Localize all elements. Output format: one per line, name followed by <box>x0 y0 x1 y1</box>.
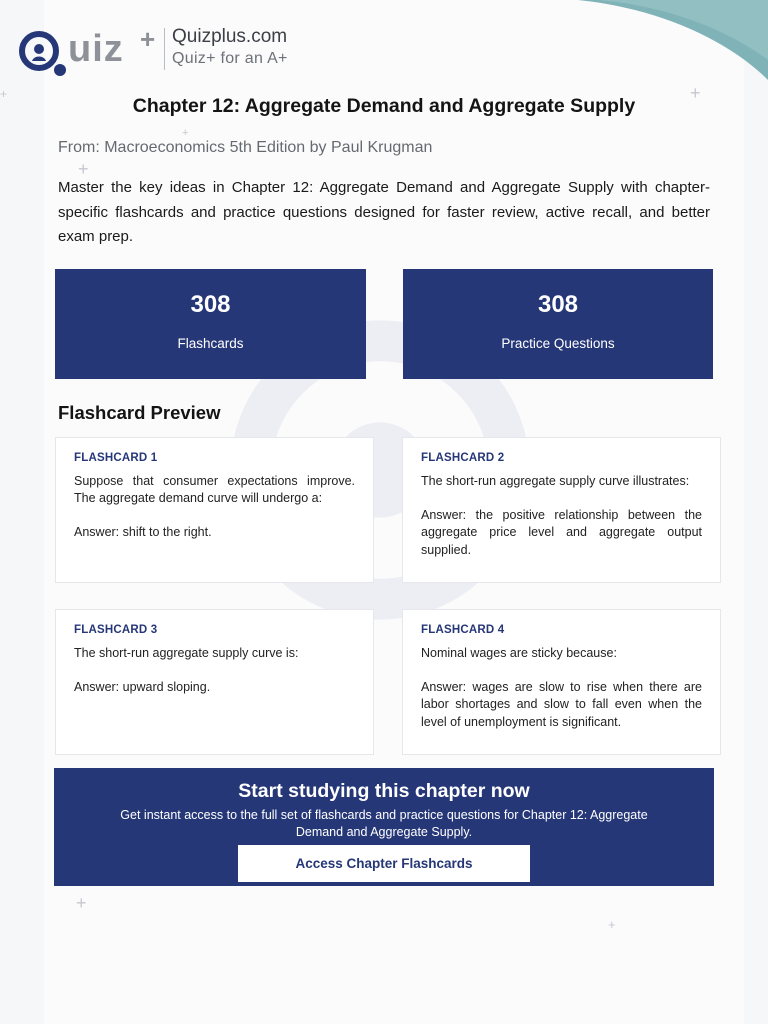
plus-decoration-icon: + <box>78 159 89 179</box>
plus-decoration-icon: + <box>608 917 616 932</box>
cta-heading: Start studying this chapter now <box>238 780 530 802</box>
intro-paragraph: Master the key ideas in Chapter 12: Aggregate Demand and Aggregate Supply with chapter-specific flashcards and practice questions designed for faster review, active recall, and better exam prep. <box>58 179 710 245</box>
flashcard-question: Suppose that consumer expectations improve. The aggregate demand curve will undergo a: <box>74 474 355 506</box>
flashcard-4 <box>402 609 721 755</box>
stat-label: Flashcards <box>177 336 244 351</box>
section-title-preview: Flashcard Preview <box>58 402 221 423</box>
flashcard-answer: Answer: shift to the right. <box>74 525 212 540</box>
flashcard-heading: FLASHCARD 3 <box>74 624 158 636</box>
page-title: Chapter 12: Aggregate Demand and Aggregate Supply <box>132 95 636 117</box>
flashcard-3 <box>55 609 374 755</box>
flashcard-heading: FLASHCARD 2 <box>421 452 505 464</box>
flashcard-answer: Answer: the positive relationship between the aggregate price level and aggregate output supplied. <box>421 508 702 557</box>
flashcard-answer: Answer: upward sloping. <box>74 680 211 695</box>
access-flashcards-button[interactable]: Access Chapter Flashcards <box>238 845 530 882</box>
flashcard-answer: Answer: wages are slow to rise when there are labor shortages and slow to fall even when the level of unemployment is significant. <box>421 680 702 729</box>
plus-decoration-icon: + <box>182 127 189 139</box>
flashcard-question: The short-run aggregate supply curve is: <box>74 646 299 660</box>
cta-banner <box>54 768 714 886</box>
source-book: From: Macroeconomics 5th Edition by Paul Krugman <box>58 139 433 156</box>
flashcard-question: The short-run aggregate supply curve illustrates: <box>421 474 690 488</box>
flashcard-2 <box>402 437 721 583</box>
stat-label: Practice Questions <box>501 336 615 351</box>
corner-swoosh-decoration <box>578 0 768 80</box>
flashcard-question: Nominal wages are sticky because: <box>421 646 617 660</box>
plus-decoration-icon: + <box>690 83 701 103</box>
logo-tagline: Quiz+ for an A+ <box>172 50 288 67</box>
site-logo[interactable] <box>16 24 296 80</box>
quiz-logo-icon <box>16 28 70 78</box>
logo-wordmark: uiz <box>68 28 124 70</box>
stat-flashcards <box>55 269 366 379</box>
flashcard-heading: FLASHCARD 4 <box>421 624 505 636</box>
plus-decoration-icon: + <box>76 893 87 913</box>
stat-value: 308 <box>190 291 231 318</box>
stat-practice-questions <box>403 269 713 379</box>
stat-value: 308 <box>537 291 579 318</box>
flashcard-heading: FLASHCARD 1 <box>74 452 158 464</box>
logo-divider <box>164 28 165 70</box>
plus-decoration-icon: + <box>0 87 8 101</box>
logo-plus-mark: + <box>140 24 156 54</box>
cta-text: Get instant access to the full set of flashcards and practice questions for Chapter 12: Aggregate Demand and Aggregate Supply. <box>120 808 648 839</box>
flashcard-1 <box>55 437 374 583</box>
logo-site-name: Quizplus.com <box>172 26 288 47</box>
